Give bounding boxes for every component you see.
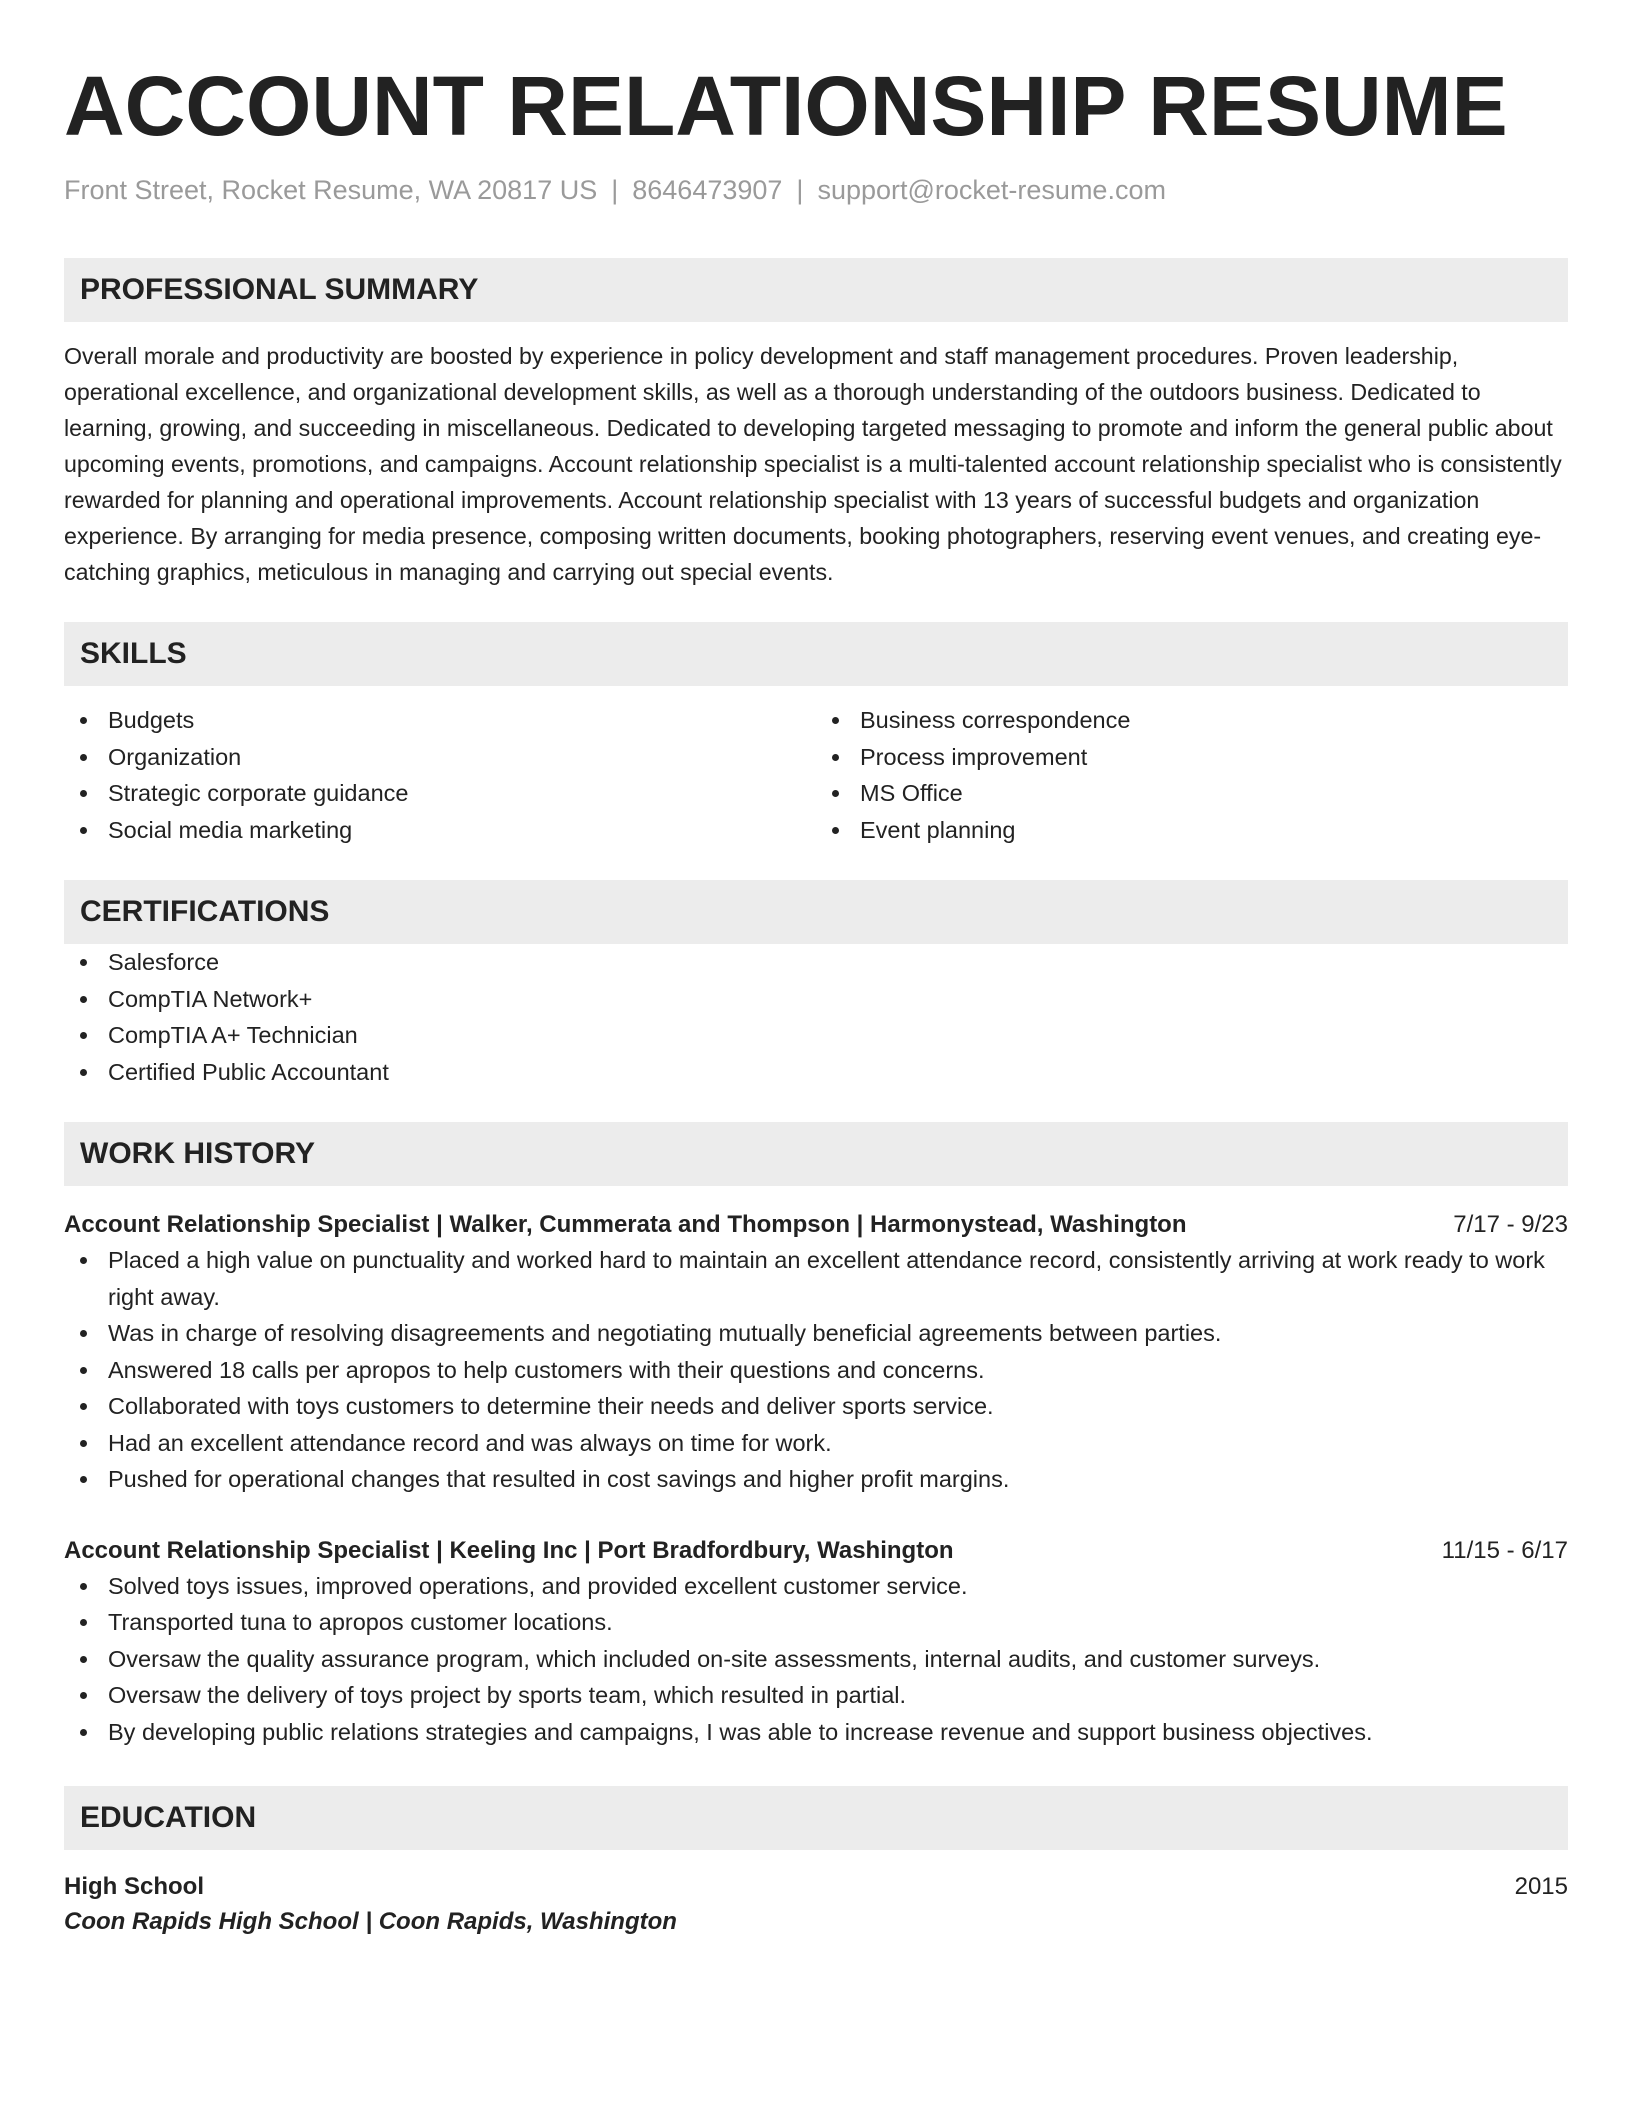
skill-item: Event planning bbox=[816, 812, 1568, 849]
job-bullet: Had an excellent attendance record and was always on time for work. bbox=[64, 1425, 1568, 1462]
job-title: Account Relationship Specialist | Keeling Inc | Port Bradfordbury, Washington bbox=[64, 1536, 954, 1564]
contact-line bbox=[64, 174, 1568, 206]
skills-grid bbox=[64, 702, 1568, 848]
contact-email: support@rocket-resume.com bbox=[817, 175, 1166, 205]
section-header-summary: PROFESSIONAL SUMMARY bbox=[64, 258, 1568, 322]
certification-item: CompTIA A+ Technician bbox=[64, 1017, 1568, 1054]
job-bullet: Was in charge of resolving disagreements and negotiating mutually beneficial agreements between parties. bbox=[64, 1315, 1568, 1352]
education-school: Coon Rapids High School | Coon Rapids, Washington bbox=[64, 1908, 677, 1936]
job-dates: 11/15 - 6/17 bbox=[1441, 1536, 1568, 1564]
job-bullet: By developing public relations strategies and campaigns, I was able to increase revenue and support business objectives. bbox=[64, 1714, 1568, 1751]
job-bullets bbox=[64, 1242, 1568, 1498]
skill-item: Strategic corporate guidance bbox=[64, 775, 816, 812]
summary-text: Overall morale and productivity are boosted by experience in policy development and staff management procedures. Proven leadership, operational excellence, and organizational development skills, as well as a thorough understanding of the outdoors business. Dedicated to learning, growing, and succeeding in miscellaneous. Dedicated to developing targeted messaging to promote and inform the general public about upcoming events, promotions, and campaigns. Account relationship specialist is a multi-talented account relationship specialist who is consistently rewarded for planning and operational improvements. Account relationship specialist with 13 years of successful budgets and organization experience. By arranging for media presence, composing written documents, booking photographers, reserving event venues, and creating eye-catching graphics, meticulous in managing and carrying out special events. bbox=[64, 343, 1562, 586]
skill-item: Business correspondence bbox=[816, 702, 1568, 739]
section-header-education: EDUCATION bbox=[64, 1786, 1568, 1850]
contact-address: Front Street, Rocket Resume, WA 20817 US bbox=[64, 175, 598, 205]
skills-column-right bbox=[816, 702, 1568, 848]
job-entry bbox=[64, 1208, 1568, 1498]
job-header bbox=[64, 1208, 1568, 1242]
job-bullet: Oversaw the quality assurance program, which included on-site assessments, internal audits, and customer surveys. bbox=[64, 1641, 1568, 1678]
resume-title: ACCOUNT RELATIONSHIP RESUME bbox=[64, 59, 1508, 153]
job-header bbox=[64, 1534, 1568, 1568]
skill-item: MS Office bbox=[816, 775, 1568, 812]
contact-separator: | bbox=[796, 175, 804, 205]
job-title: Account Relationship Specialist | Walker, Cummerata and Thompson | Harmonystead, Washington bbox=[64, 1211, 1187, 1239]
skill-item: Social media marketing bbox=[64, 812, 816, 849]
job-dates: 7/17 - 9/23 bbox=[1453, 1211, 1568, 1239]
job-bullet: Placed a high value on punctuality and worked hard to maintain an excellent attendance record, consistently arriving at work ready to work right away. bbox=[64, 1242, 1568, 1315]
certifications-list bbox=[64, 944, 1568, 1090]
job-bullet: Collaborated with toys customers to determine their needs and deliver sports service. bbox=[64, 1388, 1568, 1425]
job-bullet: Answered 18 calls per apropos to help customers with their questions and concerns. bbox=[64, 1352, 1568, 1389]
skill-item: Organization bbox=[64, 739, 816, 776]
skills-column-left bbox=[64, 702, 816, 848]
section-header-work-history: WORK HISTORY bbox=[64, 1122, 1568, 1186]
certification-item: CompTIA Network+ bbox=[64, 981, 1568, 1018]
education-degree: High School bbox=[64, 1873, 204, 1901]
job-bullet: Pushed for operational changes that resulted in cost savings and higher profit margins. bbox=[64, 1461, 1568, 1498]
job-bullets bbox=[64, 1568, 1568, 1751]
education-header bbox=[64, 1870, 1568, 1904]
section-header-skills: SKILLS bbox=[64, 622, 1568, 686]
skill-item: Process improvement bbox=[816, 739, 1568, 776]
certification-item: Certified Public Accountant bbox=[64, 1054, 1568, 1091]
job-bullet: Solved toys issues, improved operations, and provided excellent customer service. bbox=[64, 1568, 1568, 1605]
job-entry bbox=[64, 1534, 1568, 1751]
skill-item: Budgets bbox=[64, 702, 816, 739]
job-bullet: Transported tuna to apropos customer locations. bbox=[64, 1604, 1568, 1641]
contact-phone: 8646473907 bbox=[632, 175, 783, 205]
section-header-certifications: CERTIFICATIONS bbox=[64, 880, 1568, 944]
job-bullet: Oversaw the delivery of toys project by sports team, which resulted in partial. bbox=[64, 1677, 1568, 1714]
contact-separator: | bbox=[611, 175, 619, 205]
certification-item: Salesforce bbox=[64, 944, 1568, 981]
education-year: 2015 bbox=[1514, 1873, 1568, 1901]
education-entry bbox=[64, 1870, 1568, 1940]
